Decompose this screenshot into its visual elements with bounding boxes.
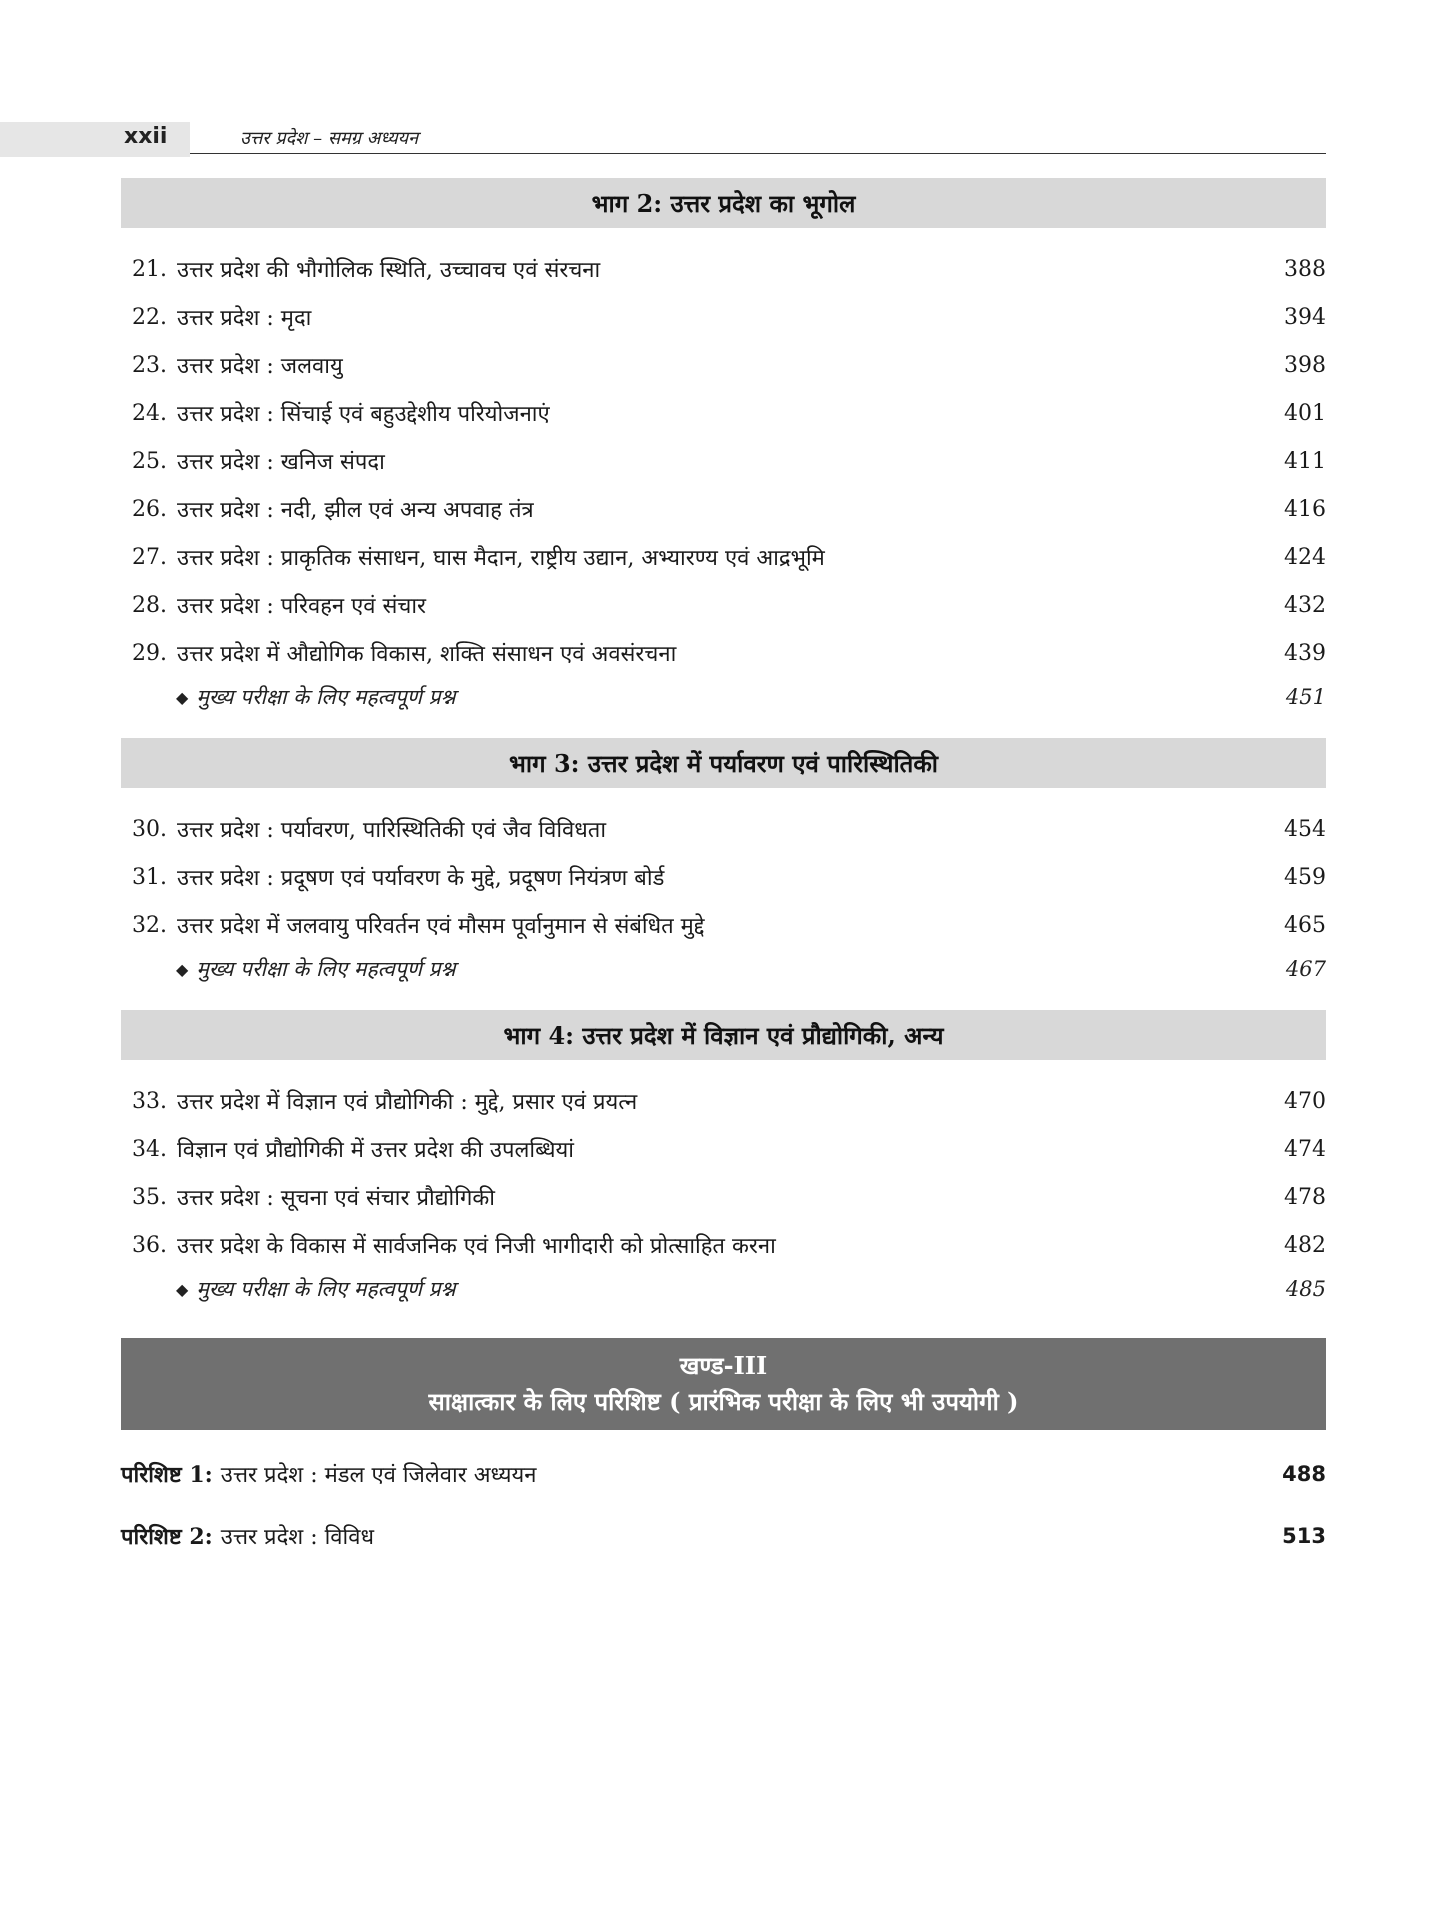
running-title: उत्तर प्रदेश – समग्र अध्ययन bbox=[240, 128, 419, 149]
entry-page: 432 bbox=[1284, 592, 1326, 618]
entry-title: उत्तर प्रदेश : परिवहन एवं संचार bbox=[177, 594, 427, 619]
entry-title: विज्ञान एवं प्रौद्योगिकी में उत्तर प्रदेश की उपलब्धियां bbox=[177, 1138, 574, 1163]
appendix-page: 513 bbox=[1282, 1524, 1326, 1548]
toc-entry[interactable] bbox=[132, 812, 1326, 846]
entry-page: 424 bbox=[1284, 544, 1326, 570]
toc-entry[interactable] bbox=[132, 444, 1326, 478]
toc-entry[interactable] bbox=[132, 1228, 1326, 1262]
entry-title: उत्तर प्रदेश : खनिज संपदा bbox=[177, 450, 385, 475]
appendix-title: उत्तर प्रदेश : मंडल एवं जिलेवार अध्ययन bbox=[220, 1463, 537, 1488]
entry-title: मुख्य परीक्षा के लिए महत्वपूर्ण प्रश्न bbox=[196, 957, 456, 981]
entry-number: 33. bbox=[132, 1088, 167, 1114]
entry-page: 398 bbox=[1284, 352, 1326, 378]
entry-number: 29. bbox=[132, 640, 167, 666]
appendix-label: परिशिष्ट 2: bbox=[121, 1524, 213, 1550]
entry-page: 451 bbox=[1285, 685, 1326, 709]
entry-number: 24. bbox=[132, 400, 167, 426]
diamond-bullet-icon: ◆ bbox=[176, 1279, 189, 1299]
entry-page: 454 bbox=[1284, 816, 1326, 842]
toc-entry[interactable] bbox=[132, 492, 1326, 526]
toc-entry[interactable] bbox=[132, 860, 1326, 894]
important-questions-entry[interactable] bbox=[176, 952, 1326, 986]
header-rule bbox=[190, 153, 1326, 154]
entry-title: उत्तर प्रदेश : सूचना एवं संचार प्रौद्योगिकी bbox=[177, 1186, 495, 1211]
entry-page: 459 bbox=[1284, 864, 1326, 890]
entry-page: 474 bbox=[1284, 1136, 1326, 1162]
entry-number: 36. bbox=[132, 1232, 167, 1258]
entry-title: मुख्य परीक्षा के लिए महत्वपूर्ण प्रश्न bbox=[196, 1277, 456, 1301]
entry-title: उत्तर प्रदेश : सिंचाई एवं बहुउद्देशीय परियोजनाएं bbox=[177, 402, 550, 427]
entry-title: उत्तर प्रदेश की भौगोलिक स्थिति, उच्चावच एवं संरचना bbox=[177, 258, 601, 283]
section-3-subtitle: साक्षात्कार के लिए परिशिष्ट ( प्रारंभिक परीक्षा के लिए भी उपयोगी ) bbox=[428, 1387, 1019, 1416]
toc-entry[interactable] bbox=[132, 396, 1326, 430]
entry-number: 34. bbox=[132, 1136, 167, 1162]
entry-page: 411 bbox=[1284, 448, 1326, 474]
entry-page: 467 bbox=[1285, 957, 1326, 981]
entry-number: 27. bbox=[132, 544, 167, 570]
toc-entry[interactable] bbox=[132, 588, 1326, 622]
entry-page: 439 bbox=[1284, 640, 1326, 666]
toc-entry[interactable] bbox=[132, 300, 1326, 334]
important-questions-entry[interactable] bbox=[176, 1272, 1326, 1306]
entry-title: उत्तर प्रदेश में औद्योगिक विकास, शक्ति संसाधन एवं अवसंरचना bbox=[177, 642, 677, 667]
entry-page: 478 bbox=[1284, 1184, 1326, 1210]
entry-page: 470 bbox=[1284, 1088, 1326, 1114]
entry-number: 28. bbox=[132, 592, 167, 618]
entry-number: 25. bbox=[132, 448, 167, 474]
entry-number: 32. bbox=[132, 912, 167, 938]
section-3-heading bbox=[121, 1338, 1326, 1430]
entry-number: 21. bbox=[132, 256, 167, 282]
entry-number: 23. bbox=[132, 352, 167, 378]
entry-title: उत्तर प्रदेश : नदी, झील एवं अन्य अपवाह तंत्र bbox=[177, 498, 534, 523]
entry-title: उत्तर प्रदेश : पर्यावरण, पारिस्थितिकी एवं जैव विविधता bbox=[177, 818, 607, 843]
appendix-entry[interactable] bbox=[121, 1456, 1326, 1492]
toc-entry[interactable] bbox=[132, 636, 1326, 670]
toc-entry[interactable] bbox=[132, 348, 1326, 382]
appendix-page: 488 bbox=[1282, 1462, 1326, 1486]
entry-page: 485 bbox=[1285, 1277, 1326, 1301]
part-4-heading: भाग 4: उत्तर प्रदेश में विज्ञान एवं प्रौद्योगिकी, अन्य bbox=[121, 1010, 1326, 1060]
entry-number: 35. bbox=[132, 1184, 167, 1210]
section-3-label: खण्ड-III bbox=[679, 1351, 768, 1380]
entry-title: उत्तर प्रदेश : प्राकृतिक संसाधन, घास मैदान, राष्ट्रीय उद्यान, अभ्यारण्य एवं आद्रभूमि bbox=[177, 546, 825, 571]
appendix-label: परिशिष्ट 1: bbox=[121, 1462, 213, 1488]
entry-title: उत्तर प्रदेश में विज्ञान एवं प्रौद्योगिकी : मुद्दे, प्रसार एवं प्रयत्न bbox=[177, 1090, 638, 1115]
entry-number: 30. bbox=[132, 816, 167, 842]
toc-entry[interactable] bbox=[132, 252, 1326, 286]
entry-page: 482 bbox=[1284, 1232, 1326, 1258]
entry-number: 31. bbox=[132, 864, 167, 890]
toc-entry[interactable] bbox=[132, 540, 1326, 574]
diamond-bullet-icon: ◆ bbox=[176, 687, 189, 707]
toc-entry[interactable] bbox=[132, 1180, 1326, 1214]
entry-page: 416 bbox=[1284, 496, 1326, 522]
important-questions-entry[interactable] bbox=[176, 680, 1326, 714]
entry-title: उत्तर प्रदेश में जलवायु परिवर्तन एवं मौसम पूर्वानुमान से संबंधित मुद्दे bbox=[177, 914, 705, 939]
entry-title: उत्तर प्रदेश के विकास में सार्वजनिक एवं निजी भागीदारी को प्रोत्साहित करना bbox=[177, 1234, 776, 1259]
appendix-entry[interactable] bbox=[121, 1518, 1326, 1554]
entry-page: 394 bbox=[1284, 304, 1326, 330]
entry-title: उत्तर प्रदेश : जलवायु bbox=[177, 354, 343, 379]
part-2-heading: भाग 2: उत्तर प्रदेश का भूगोल bbox=[121, 178, 1326, 228]
entry-title: मुख्य परीक्षा के लिए महत्वपूर्ण प्रश्न bbox=[196, 685, 456, 709]
entry-number: 26. bbox=[132, 496, 167, 522]
toc-entry[interactable] bbox=[132, 908, 1326, 942]
appendix-title: उत्तर प्रदेश : विविध bbox=[220, 1525, 374, 1550]
entry-page: 401 bbox=[1284, 400, 1326, 426]
entry-number: 22. bbox=[132, 304, 167, 330]
diamond-bullet-icon: ◆ bbox=[176, 959, 189, 979]
entry-page: 465 bbox=[1284, 912, 1326, 938]
toc-entry[interactable] bbox=[132, 1132, 1326, 1166]
entry-title: उत्तर प्रदेश : मृदा bbox=[177, 306, 312, 331]
entry-page: 388 bbox=[1284, 256, 1326, 282]
entry-title: उत्तर प्रदेश : प्रदूषण एवं पर्यावरण के मुद्दे, प्रदूषण नियंत्रण बोर्ड bbox=[177, 866, 665, 891]
page-number: xxii bbox=[124, 124, 168, 149]
toc-entry[interactable] bbox=[132, 1084, 1326, 1118]
part-3-heading: भाग 3: उत्तर प्रदेश में पर्यावरण एवं पारिस्थितिकी bbox=[121, 738, 1326, 788]
